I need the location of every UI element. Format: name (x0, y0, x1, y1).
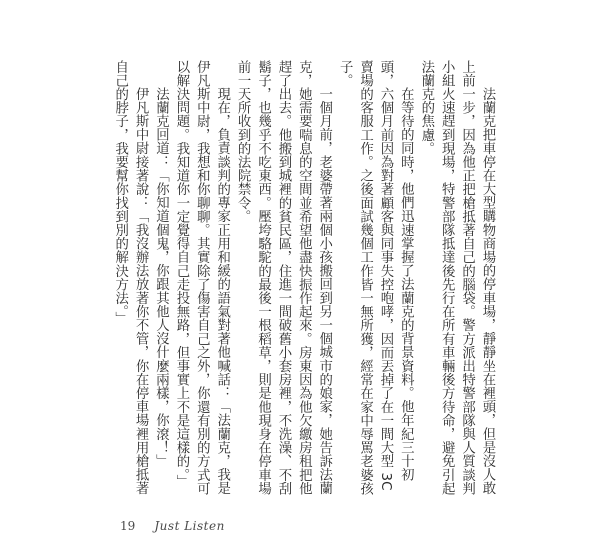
paragraph: 現在，負責談判的專家正用和緩的語氣對著他喊話：「法蘭克，我是伊凡斯中尉，我想和你聊聊。其實除了傷害自己之外，你還有別的方式可以解決問題。我知道你一定覺得自己走投無路，但事實上不是這樣的。」 (173, 60, 230, 496)
paragraph: 法蘭克把車停在大型購物商場的停車場，靜靜坐在裡頭，但是沒人敢上前一步，因為他正把槍抵著自己的腦袋。警方派出特警部隊與人質談判小組火速趕到現場，特警部隊抵達後先行在所有車輛後方待命，避免引起法蘭克的焦慮。 (418, 60, 495, 496)
paragraph: 伊凡斯中尉接著說：「我沒辦法放著你不管，你在停車場裡用槍抵著自己的脖子，我要幫你找到別的解決方法。」 (112, 60, 149, 495)
body-text-vertical (102, 60, 497, 500)
page-footer (120, 515, 225, 534)
paragraph: 在等待的同時，他們迅速掌握了法蘭克的背景資料。他年紀三十初頭，六個月前因為對著顧客與同事失控咆哮，因而丟掉了在一間大型 3C 賣場的客服工作。之後面試幾個工作皆一無所獲，經常在家中辱罵老婆孩子。 (337, 60, 414, 496)
running-title: Just Listen (154, 519, 225, 533)
page-number: 19 (120, 519, 136, 533)
paragraph: 一個月前，老婆帶著兩個小孩搬回到另一個城市的娘家，她告訴法蘭克，她需要喘息的空間並希望他盡快振作起來。房東因為他欠繳房租把他趕了出去。他搬到城裡的貧民區，住進一間破舊小套房裡，不洗澡、不刮鬍子，也幾乎不吃東西。壓垮駱駝的最後一根稻草，則是他現身在停車場前一天所收到的法院禁令。 (235, 60, 332, 496)
paragraph: 法蘭克回道：「你知道個鬼，你跟其他人沒什麼兩樣，你滾！」 (153, 86, 169, 468)
